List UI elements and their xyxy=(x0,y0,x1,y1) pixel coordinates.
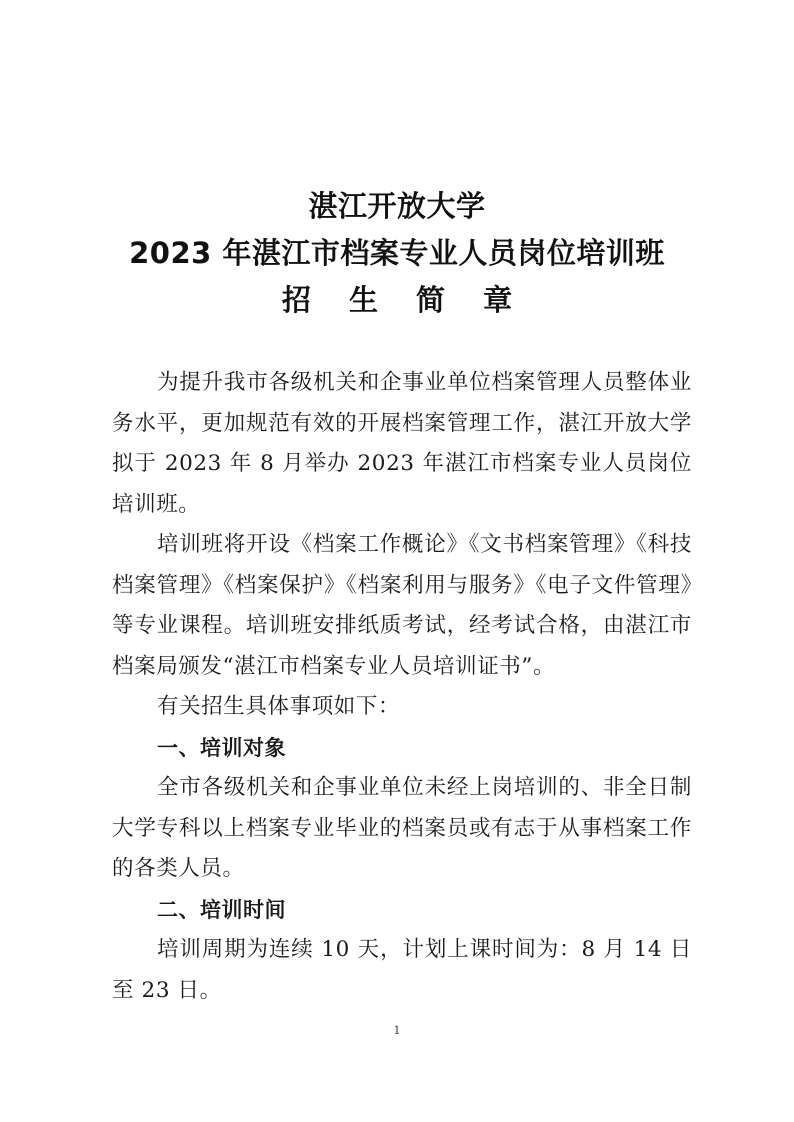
intro-paragraph: 为提升我市各级机关和企事业单位档案管理人员整体业务水平，更加规范有效的开展档案管理工作，湛江开放大学拟于 2023 年 8 月举办 2023 年湛江市档案专业人员岗位培训班。 xyxy=(112,370,692,517)
section-heading-time: 二、培训时间 xyxy=(157,897,286,922)
document-body xyxy=(112,363,692,1011)
section-text-time: 培训周期为连续 10 天，计划上课时间为：8 月 14 日至 23 日。 xyxy=(112,937,692,1003)
page-number: 1 xyxy=(393,1024,401,1037)
school-name: 湛江开放大学 xyxy=(308,189,486,223)
program-title: 2023 年湛江市档案专业人员岗位培训班 xyxy=(129,236,665,270)
section-text-target: 全市各级机关和企事业单位未经上岗培训的、非全日制大学专科以上档案专业毕业的档案员或有志于从事档案工作的各类人员。 xyxy=(112,775,692,881)
title-block xyxy=(0,183,794,324)
section-heading-target: 一、培训对象 xyxy=(157,735,286,760)
lead-paragraph: 有关招生具体事项如下： xyxy=(157,694,401,719)
courses-paragraph: 培训班将开设《档案工作概论》《文书档案管理》《科技档案管理》《档案保护》《档案利用与服务》《电子文件管理》等专业课程。培训班安排纸质考试，经考试合格，由湛江市档案局颁发“湛江市档案专业人员培训证书”。 xyxy=(112,532,692,679)
document-title: 招 生 简 章 xyxy=(281,283,527,317)
